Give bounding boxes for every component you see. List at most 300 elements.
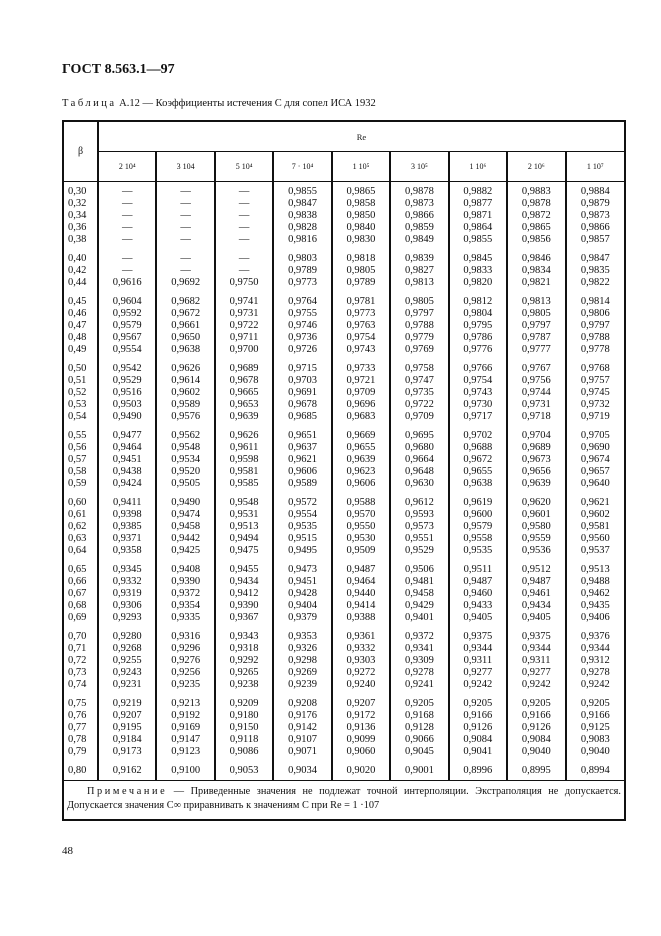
coefficient-cell: 0,9371 — [98, 533, 156, 545]
coefficient-cell: 0,9691 — [273, 387, 331, 399]
coefficient-cell: 0,9614 — [156, 375, 214, 387]
coefficient-cell: 0,9086 — [215, 746, 273, 758]
coefficient-cell: — — [156, 182, 214, 199]
coefficient-cell: 0,9326 — [273, 643, 331, 655]
table-row — [64, 521, 624, 533]
document-code: ГОСТ 8.563.1—97 — [62, 62, 175, 77]
coefficient-cell: 0,9239 — [273, 679, 331, 691]
coefficient-cell: 0,9277 — [507, 667, 565, 679]
coefficient-cell: 0,9715 — [273, 363, 331, 375]
coefficient-cell: 0,9451 — [273, 576, 331, 588]
coefficient-cell: 0,9612 — [390, 497, 448, 509]
coefficient-cell: 0,9398 — [98, 509, 156, 521]
coefficient-cell: 0,9816 — [273, 234, 331, 246]
coefficient-cell: 0,9180 — [215, 710, 273, 722]
coefficient-cell: 0,9743 — [332, 344, 390, 356]
coefficient-cell: 0,9241 — [390, 679, 448, 691]
coefficient-cell: — — [156, 234, 214, 246]
coefficient-cell: 0,9726 — [273, 344, 331, 356]
beta-cell: 0,52 — [64, 387, 98, 399]
coefficient-cell: 0,9567 — [98, 332, 156, 344]
coefficient-cell: 0,9619 — [449, 497, 507, 509]
coefficient-cell: 0,9335 — [156, 612, 214, 624]
beta-cell: 0,55 — [64, 430, 98, 442]
coefficient-cell: 0,9142 — [273, 722, 331, 734]
coefficient-cell: 0,9412 — [215, 588, 273, 600]
coefficient-cell: 0,9401 — [390, 612, 448, 624]
coefficient-cell: 0,9795 — [449, 320, 507, 332]
coefficient-cell: 0,9717 — [449, 411, 507, 423]
note-label: Примечание — [87, 785, 168, 797]
coefficient-cell: 0,9551 — [390, 533, 448, 545]
note-text: — Приведенные значения не подлежат точной интерполяции. Экстраполяция не допускается. Допускается значения C∞ приравнивать к значениям C при Re = 1 ·107 — [67, 785, 621, 811]
coefficient-cell: 0,9680 — [390, 442, 448, 454]
coefficient-cell: 0,9820 — [449, 277, 507, 289]
coefficient-cell: 0,9405 — [449, 612, 507, 624]
coefficient-cell: 0,9462 — [580, 587, 610, 599]
beta-cell: 0,71 — [64, 643, 98, 655]
beta-cell: 0,64 — [64, 545, 98, 557]
coefficient-cell: 0,9732 — [580, 399, 610, 410]
coefficient-cell: 0,9404 — [273, 600, 331, 612]
coefficient-cell: 0,9879 — [580, 198, 610, 210]
coefficient-cell: 0,9099 — [332, 734, 390, 746]
coefficient-cell: 0,9803 — [273, 253, 331, 265]
beta-cell: 0,50 — [64, 363, 98, 375]
coefficient-cell: 0,9461 — [507, 588, 565, 600]
coefficient-cell: 0,9506 — [390, 564, 448, 576]
coefficient-cell: 0,9711 — [215, 332, 273, 344]
coefficient-cell: 0,9477 — [98, 430, 156, 442]
coefficient-cell: 0,9100 — [156, 765, 214, 780]
coefficient-cell: 0,9558 — [449, 533, 507, 545]
coefficient-cell: 0,9788 — [390, 320, 448, 332]
coefficient-cell: 0,9570 — [332, 509, 390, 521]
coefficient-cell: 0,9620 — [507, 497, 565, 509]
coefficient-cell: 0,9205 — [449, 698, 507, 710]
coefficient-cell: 0,9242 — [580, 678, 610, 690]
coefficient-cell: 0,9475 — [215, 545, 273, 557]
coefficient-cell: 0,9750 — [215, 277, 273, 289]
table-row — [64, 234, 624, 246]
coefficient-cell: 0,9118 — [215, 734, 273, 746]
coefficient-cell: 0,9650 — [156, 332, 214, 344]
coefficient-cell: 0,9855 — [273, 182, 331, 199]
coefficient-cell: 0,9166 — [580, 709, 610, 721]
coefficient-cell: 0,9703 — [273, 375, 331, 387]
coefficient-cell: 0,9653 — [215, 399, 273, 411]
table-row — [64, 222, 624, 234]
coefficient-cell: 0,9805 — [390, 296, 448, 308]
coefficient-cell: 0,9293 — [98, 612, 156, 624]
coefficient-cell: 0,9240 — [332, 679, 390, 691]
beta-cell: 0,61 — [64, 509, 98, 521]
beta-cell: 0,48 — [64, 332, 98, 344]
coefficient-cell: — — [98, 222, 156, 234]
column-header-row — [64, 152, 624, 182]
coefficient-cell: 0,9814 — [580, 295, 610, 307]
coefficient-cell: 0,9833 — [449, 265, 507, 277]
coefficient-cell: 0,9638 — [449, 478, 507, 490]
coefficient-cell: 0,9827 — [390, 265, 448, 277]
coefficient-cell: 0,9877 — [449, 198, 507, 210]
coefficient-cell: 0,9735 — [390, 387, 448, 399]
column-header-re: 5 10⁴ — [215, 152, 273, 182]
coefficient-cell: 0,9672 — [156, 308, 214, 320]
beta-cell: 0,68 — [64, 600, 98, 612]
coefficient-cell: 0,9623 — [332, 466, 390, 478]
coefficient-cell: 0,9818 — [332, 253, 390, 265]
column-header-re: 3 10⁵ — [390, 152, 448, 182]
coefficient-cell: 0,9276 — [156, 655, 214, 667]
coefficient-cell: 0,9639 — [332, 454, 390, 466]
coefficient-cell: 0,9688 — [449, 442, 507, 454]
coefficient-cell: 0,9390 — [215, 600, 273, 612]
coefficient-cell: 0,9440 — [332, 588, 390, 600]
coefficient-cell: 0,9411 — [98, 497, 156, 509]
table-row — [64, 667, 624, 679]
coefficient-cell: 0,9535 — [273, 521, 331, 533]
coefficient-cell: 0,9626 — [215, 430, 273, 442]
coefficient-cell: 0,9278 — [580, 666, 610, 678]
coefficient-cell: 0,9840 — [332, 222, 390, 234]
coefficient-cell: 0,9128 — [390, 722, 448, 734]
coefficient-cell: 0,9756 — [507, 375, 565, 387]
coefficient-cell: — — [215, 198, 273, 210]
coefficient-cell: 0,9616 — [98, 277, 156, 289]
coefficient-cell: 0,9665 — [215, 387, 273, 399]
coefficient-cell: 0,9705 — [580, 429, 610, 441]
coefficient-cell: 0,9353 — [273, 631, 331, 643]
coefficient-cell: 0,9773 — [273, 277, 331, 289]
coefficient-cell: 0,9066 — [390, 734, 448, 746]
coefficient-cell: 0,9207 — [332, 698, 390, 710]
table-row — [64, 375, 624, 387]
coefficient-cell: 0,9847 — [580, 252, 610, 264]
beta-cell: 0,59 — [64, 478, 98, 490]
coefficient-cell: 0,9512 — [507, 564, 565, 576]
coefficient-cell: 0,9408 — [156, 564, 214, 576]
coefficient-cell: 0,9856 — [507, 234, 565, 246]
coefficient-cell: 0,9777 — [507, 344, 565, 356]
coefficient-cell: 0,9490 — [156, 497, 214, 509]
coefficient-cell: 0,9600 — [449, 509, 507, 521]
coefficient-cell: 0,9767 — [507, 363, 565, 375]
coefficient-cell: 0,9731 — [215, 308, 273, 320]
coefficient-cell: 0,9434 — [507, 600, 565, 612]
coefficient-cell: 0,9788 — [580, 332, 610, 344]
beta-cell: 0,34 — [64, 210, 98, 222]
coefficient-cell: 0,9053 — [215, 765, 273, 780]
table-row — [64, 631, 624, 643]
coefficient-cell: 0,9835 — [580, 265, 610, 277]
beta-cell: 0,42 — [64, 265, 98, 277]
coefficient-cell: 0,9797 — [580, 319, 610, 331]
coefficient-cell: 0,9696 — [332, 399, 390, 411]
coefficient-cell: 0,9781 — [332, 296, 390, 308]
table-row — [64, 612, 624, 624]
beta-cell: 0,32 — [64, 198, 98, 210]
coefficient-cell: 0,9661 — [156, 320, 214, 332]
table-row — [64, 182, 624, 199]
coefficient-cell: 0,9672 — [449, 454, 507, 466]
beta-cell: 0,66 — [64, 576, 98, 588]
coefficient-cell: 0,9060 — [332, 746, 390, 758]
table-caption — [62, 98, 376, 109]
coefficient-cell: 0,9269 — [273, 667, 331, 679]
coefficient-cell: 0,9169 — [156, 722, 214, 734]
coefficient-cell: 0,9424 — [98, 478, 156, 490]
coefficient-cell: 0,9318 — [215, 643, 273, 655]
coefficient-cell: 0,9379 — [273, 612, 331, 624]
beta-cell: 0,38 — [64, 234, 98, 246]
coefficient-cell: 0,9235 — [156, 679, 214, 691]
coefficient-cell: 0,9598 — [215, 454, 273, 466]
coefficient-cell: 0,9529 — [390, 545, 448, 557]
coefficient-cell: 0,9341 — [390, 643, 448, 655]
coefficient-cell: 0,9537 — [580, 545, 610, 557]
coefficient-cell: 0,9865 — [332, 182, 390, 199]
coefficient-cell: 0,9673 — [507, 454, 565, 466]
coefficient-cell: 0,9871 — [449, 210, 507, 222]
coefficient-cell: — — [215, 222, 273, 234]
column-header-re: 1 10⁵ — [332, 152, 390, 182]
coefficient-cell: 0,9822 — [580, 277, 610, 289]
coefficient-cell: 0,9813 — [390, 277, 448, 289]
column-header-re: 3 104 — [156, 152, 214, 182]
coefficient-cell: 0,9655 — [449, 466, 507, 478]
beta-cell: 0,76 — [64, 710, 98, 722]
coefficient-cell: 0,9205 — [507, 698, 565, 710]
coefficient-cell: 0,9736 — [273, 332, 331, 344]
coefficient-cell: 0,9747 — [390, 375, 448, 387]
coefficient-cell: 0,9332 — [332, 643, 390, 655]
coefficient-cell: 0,9776 — [449, 344, 507, 356]
beta-cell: 0,78 — [64, 734, 98, 746]
coefficient-cell: 0,9487 — [332, 564, 390, 576]
beta-cell: 0,74 — [64, 679, 98, 691]
coefficient-cell: 0,9722 — [390, 399, 448, 411]
table-row — [64, 466, 624, 478]
coefficient-cell: 0,9789 — [332, 277, 390, 289]
coefficient-cell: 0,9579 — [449, 521, 507, 533]
coefficient-cell: 0,9372 — [390, 631, 448, 643]
coefficient-cell: 0,9581 — [580, 520, 610, 532]
column-header-re: 7 · 10⁴ — [273, 152, 331, 182]
coefficient-cell: 0,9388 — [332, 612, 390, 624]
coefficient-cell: 0,9709 — [390, 411, 448, 423]
beta-cell: 0,49 — [64, 344, 98, 356]
coefficient-cell: 0,9126 — [507, 722, 565, 734]
coefficient-cell: 0,9041 — [449, 746, 507, 758]
coefficient-cell: 0,9256 — [156, 667, 214, 679]
coefficient-cell: 0,9460 — [449, 588, 507, 600]
coefficient-cell: 0,9878 — [507, 198, 565, 210]
caption-text: А.12 — Коэффициенты истечения С для сопел ИСА 1932 — [116, 98, 376, 109]
coefficient-cell: 0,9034 — [273, 765, 331, 780]
coefficient-cell: 0,9850 — [332, 210, 390, 222]
coefficient-cell: — — [156, 222, 214, 234]
coefficient-cell: 0,9209 — [215, 698, 273, 710]
coefficient-cell: 0,9589 — [273, 478, 331, 490]
coefficient-cell: 0,9255 — [98, 655, 156, 667]
table-row — [64, 698, 624, 710]
table-row — [64, 588, 624, 600]
coefficient-cell: 0,9797 — [507, 320, 565, 332]
coefficient-cell: 0,9509 — [332, 545, 390, 557]
table-note — [64, 780, 624, 819]
coefficient-cell: 0,9606 — [332, 478, 390, 490]
coefficient-cell: 0,9166 — [507, 710, 565, 722]
coefficient-cell: 0,9839 — [390, 253, 448, 265]
table-row — [64, 265, 624, 277]
coefficient-cell: 0,9821 — [507, 277, 565, 289]
table-row — [64, 545, 624, 557]
coefficient-cell: 0,9213 — [156, 698, 214, 710]
coefficient-cell: 0,9451 — [98, 454, 156, 466]
coefficient-cell: 0,9779 — [390, 332, 448, 344]
coefficient-cell: 0,9464 — [332, 576, 390, 588]
column-header-re: 1 10⁷ — [566, 152, 625, 182]
table-row — [64, 332, 624, 344]
table-row — [64, 600, 624, 612]
coefficient-cell: 0,9020 — [332, 765, 390, 780]
coefficient-cell: 0,8996 — [449, 765, 507, 780]
coefficient-cell: 0,9040 — [580, 745, 610, 757]
coefficient-cell: 0,9580 — [507, 521, 565, 533]
coefficient-cell: 0,9385 — [98, 521, 156, 533]
column-header-re: 2 10⁶ — [507, 152, 565, 182]
coefficient-cell: 0,9722 — [215, 320, 273, 332]
coefficient-cell: 0,9858 — [332, 198, 390, 210]
coefficient-cell: 0,9730 — [449, 399, 507, 411]
coefficient-cell: 0,9683 — [332, 411, 390, 423]
coefficient-cell: 0,9669 — [332, 430, 390, 442]
coefficient-cell: 0,9084 — [449, 734, 507, 746]
coefficient-cell: 0,9757 — [580, 374, 610, 386]
coefficient-cell: 0,9864 — [449, 222, 507, 234]
coefficient-cell: 0,9640 — [580, 478, 610, 490]
coefficient-cell: 0,9637 — [273, 442, 331, 454]
coefficient-cell: 0,9621 — [273, 454, 331, 466]
table-row — [64, 411, 624, 423]
coefficient-cell: 0,9766 — [449, 363, 507, 375]
coefficient-cell: 0,9721 — [332, 375, 390, 387]
column-header-re: 2 10⁴ — [98, 152, 156, 182]
table-row — [64, 710, 624, 722]
coefficient-cell: 0,9718 — [507, 411, 565, 423]
coefficient-cell: 0,9238 — [215, 679, 273, 691]
coefficient-cell: 0,9162 — [98, 765, 156, 780]
coefficient-cell: 0,9319 — [98, 588, 156, 600]
coefficient-cell: 0,9474 — [156, 509, 214, 521]
coefficient-cell: 0,9136 — [332, 722, 390, 734]
coefficient-cell: — — [156, 198, 214, 210]
coefficient-cell: 0,9588 — [332, 497, 390, 509]
coefficient-cell: 0,9242 — [449, 679, 507, 691]
coefficient-cell: 0,9548 — [215, 497, 273, 509]
coefficient-cell: 0,8994 — [580, 764, 610, 776]
coefficient-cell: 0,9184 — [98, 734, 156, 746]
table-row — [64, 655, 624, 667]
coefficient-cell: 0,9559 — [507, 533, 565, 545]
coefficient-cell: — — [215, 234, 273, 246]
coefficient-cell: 0,9296 — [156, 643, 214, 655]
coefficient-cell: 0,9741 — [215, 296, 273, 308]
coefficient-cell: 0,9231 — [98, 679, 156, 691]
coefficient-cell: 0,9123 — [156, 746, 214, 758]
coefficient-cell: 0,9292 — [215, 655, 273, 667]
beta-cell: 0,51 — [64, 375, 98, 387]
coefficient-cell: — — [98, 234, 156, 246]
table-row — [64, 497, 624, 509]
coefficient-cell: 0,9576 — [156, 411, 214, 423]
coefficient-cell: 0,9520 — [156, 466, 214, 478]
coefficient-cell: 0,9719 — [580, 411, 610, 423]
coefficient-cell: 0,9602 — [156, 387, 214, 399]
coefficient-cell: — — [98, 182, 156, 199]
coefficient-cell: 0,9488 — [580, 575, 610, 587]
coefficient-cell: 0,9481 — [390, 576, 448, 588]
coefficient-cell: 0,9173 — [98, 746, 156, 758]
coefficient-cell: 0,9205 — [390, 698, 448, 710]
coefficient-cell: 0,9638 — [156, 344, 214, 356]
table-row — [64, 308, 624, 320]
coefficient-cell: 0,9589 — [156, 399, 214, 411]
beta-cell: 0,72 — [64, 655, 98, 667]
coefficient-cell: 0,9847 — [273, 198, 331, 210]
coefficient-cell: 0,9554 — [273, 509, 331, 521]
coefficient-cell: 0,9376 — [580, 630, 610, 642]
coefficient-cell: 0,9611 — [215, 442, 273, 454]
coefficient-cell: 0,9513 — [580, 563, 610, 575]
re-header: Re — [98, 122, 624, 152]
table-row — [64, 363, 624, 375]
coefficient-cell: 0,9548 — [156, 442, 214, 454]
coefficient-cell: 0,9593 — [390, 509, 448, 521]
coefficient-cell: 0,9535 — [449, 545, 507, 557]
coefficient-cell: 0,9433 — [449, 600, 507, 612]
table-row — [64, 643, 624, 655]
coefficient-cell: 0,9332 — [98, 576, 156, 588]
coefficient-cell: 0,9797 — [390, 308, 448, 320]
coefficient-cell: 0,9689 — [215, 363, 273, 375]
coefficient-cell: 0,9700 — [215, 344, 273, 356]
column-header-re: 1 10⁶ — [449, 152, 507, 182]
coefficient-cell: 0,9542 — [98, 363, 156, 375]
coefficient-cell: 0,9487 — [449, 576, 507, 588]
coefficient-cell: 0,9855 — [449, 234, 507, 246]
coefficient-cell: 0,9690 — [580, 441, 610, 453]
coefficient-cell: 0,9849 — [390, 234, 448, 246]
coefficient-cell: 0,9425 — [156, 545, 214, 557]
beta-cell: 0,62 — [64, 521, 98, 533]
beta-cell: 0,36 — [64, 222, 98, 234]
coefficient-cell: 0,9455 — [215, 564, 273, 576]
beta-cell: 0,58 — [64, 466, 98, 478]
coefficient-cell: 0,9168 — [390, 710, 448, 722]
table-row — [64, 442, 624, 454]
coefficient-cell: 0,9786 — [449, 332, 507, 344]
coefficient-cell: 0,9865 — [507, 222, 565, 234]
coefficient-cell: — — [215, 182, 273, 199]
coefficient-cell: 0,9873 — [390, 198, 448, 210]
coefficient-cell: 0,9428 — [273, 588, 331, 600]
coefficient-cell: 0,9678 — [215, 375, 273, 387]
coefficient-cell: 0,9192 — [156, 710, 214, 722]
beta-cell: 0,80 — [64, 765, 98, 780]
coefficient-cell: 0,9272 — [332, 667, 390, 679]
